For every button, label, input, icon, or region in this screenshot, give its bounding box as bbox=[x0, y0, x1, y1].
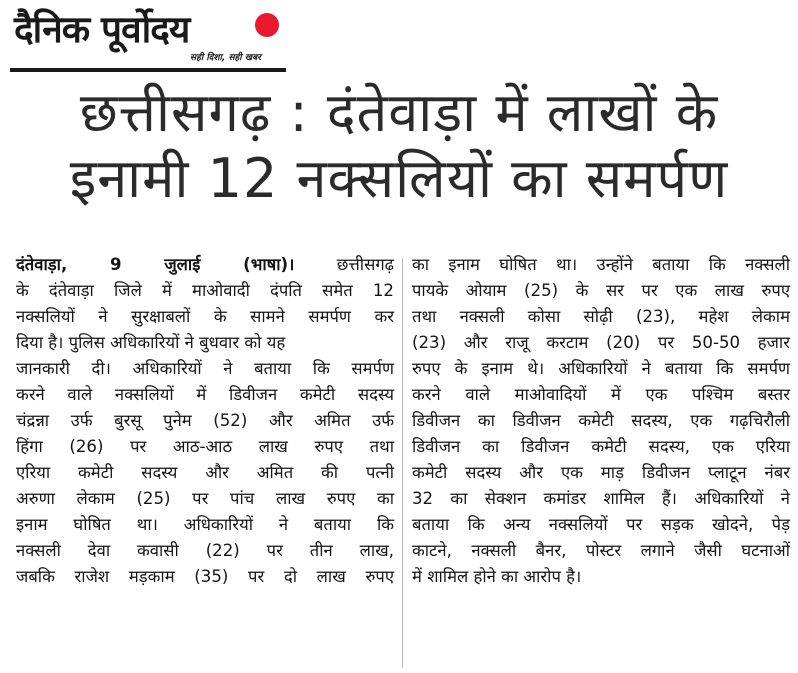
headline-line-2: इनामी 12 नक्सलियों का समर्पण bbox=[69, 147, 729, 210]
article-line: हिंगा (26) पर आठ-आठ लाख रुपए तथा bbox=[16, 437, 394, 456]
article-line: दिया है। पुलिस अधिकारियों ने बुधवार को यह bbox=[16, 333, 286, 352]
masthead-dot-logo bbox=[255, 13, 279, 37]
article-line: करने वाले नक्सलियों में डिवीजन कमेटी सदस्य bbox=[16, 385, 394, 404]
article-text: छत्तीसगढ़ bbox=[294, 255, 394, 274]
article-line: चंद्रन्ना उर्फ बुरसू पुनेम (52) और अमित उर्फ bbox=[16, 411, 394, 430]
article-line: जानकारी दी। अधिकारियों ने बताया कि समर्पण bbox=[16, 359, 394, 378]
article-line: तथा नक्सली कोसा सोढ़ी (23), महेश लेकाम bbox=[412, 307, 790, 326]
article-line: डिवीजन का डिवीजन कमेटी सदस्य, एक गढ़चिरौली bbox=[412, 411, 790, 430]
article-line: पायके ओयाम (25) के सर पर एक लाख रुपए bbox=[412, 281, 790, 300]
article-line: बताया कि अन्य नक्सलियों पर सड़क खोदने, पेड़ bbox=[412, 515, 790, 534]
column-divider bbox=[402, 258, 403, 668]
article-line: के दंतेवाड़ा जिले में माओवादी दंपति समेत 12 bbox=[16, 281, 394, 300]
article-line: नक्सली देवा कवासी (22) पर तीन लाख, bbox=[16, 541, 394, 560]
article-column-left bbox=[16, 252, 394, 590]
article-line: काटने, नक्सली बैनर, पोस्टर लगाने जैसी घटनाओं bbox=[412, 541, 790, 560]
article-line: इनाम घोषित था। अधिकारियों ने बताया कि bbox=[16, 515, 394, 534]
article-line: अरुणा लेकाम (25) पर पांच लाख रुपए का bbox=[16, 489, 394, 508]
article-line: जबकि राजेश मड़काम (35) पर दो लाख रुपए bbox=[16, 567, 394, 586]
masthead-title: दैनिक पूर्वोदय bbox=[14, 8, 190, 51]
headline-line-1: छत्तीसगढ़ : दंतेवाड़ा में लाखों के bbox=[79, 81, 719, 144]
article-line: करने वाले माओवादियों में एक पश्चिम बस्तर bbox=[412, 385, 790, 404]
masthead-rule bbox=[10, 68, 286, 72]
article-line: डिवीजन का डिवीजन कमेटी सदस्य, एक एरिया bbox=[412, 437, 790, 456]
article-line: नक्सलियों ने सुरक्षाबलों के सामने समर्पण कर bbox=[16, 307, 394, 326]
article-line: एरिया कमेटी सदस्य और अमित की पत्नी bbox=[16, 463, 394, 482]
article-line: 32 का सेक्शन कमांडर शामिल हैं। अधिकारियों ने bbox=[412, 489, 790, 508]
article-line bbox=[16, 252, 394, 278]
article-line: कमेटी सदस्य और एक माड़ डिवीजन प्लाटून नंबर bbox=[412, 463, 790, 482]
article-column-right bbox=[412, 252, 790, 590]
article-line: का इनाम घोषित था। उन्होंने बताया कि नक्सली bbox=[412, 255, 790, 274]
headline bbox=[0, 80, 798, 212]
masthead-tagline: सही दिशा, सही खबर bbox=[190, 53, 261, 63]
article-line: रुपए के इनाम थे। अधिकारियों ने बताया कि समर्पण bbox=[412, 359, 790, 378]
article-line: में शामिल होने का आरोप है। bbox=[412, 567, 582, 586]
dateline: दंतेवाड़ा, 9 जुलाई (भाषा)। bbox=[16, 255, 295, 274]
article-line: (23) और राजू करटाम (20) पर 50-50 हजार bbox=[412, 333, 790, 352]
masthead bbox=[10, 4, 290, 74]
